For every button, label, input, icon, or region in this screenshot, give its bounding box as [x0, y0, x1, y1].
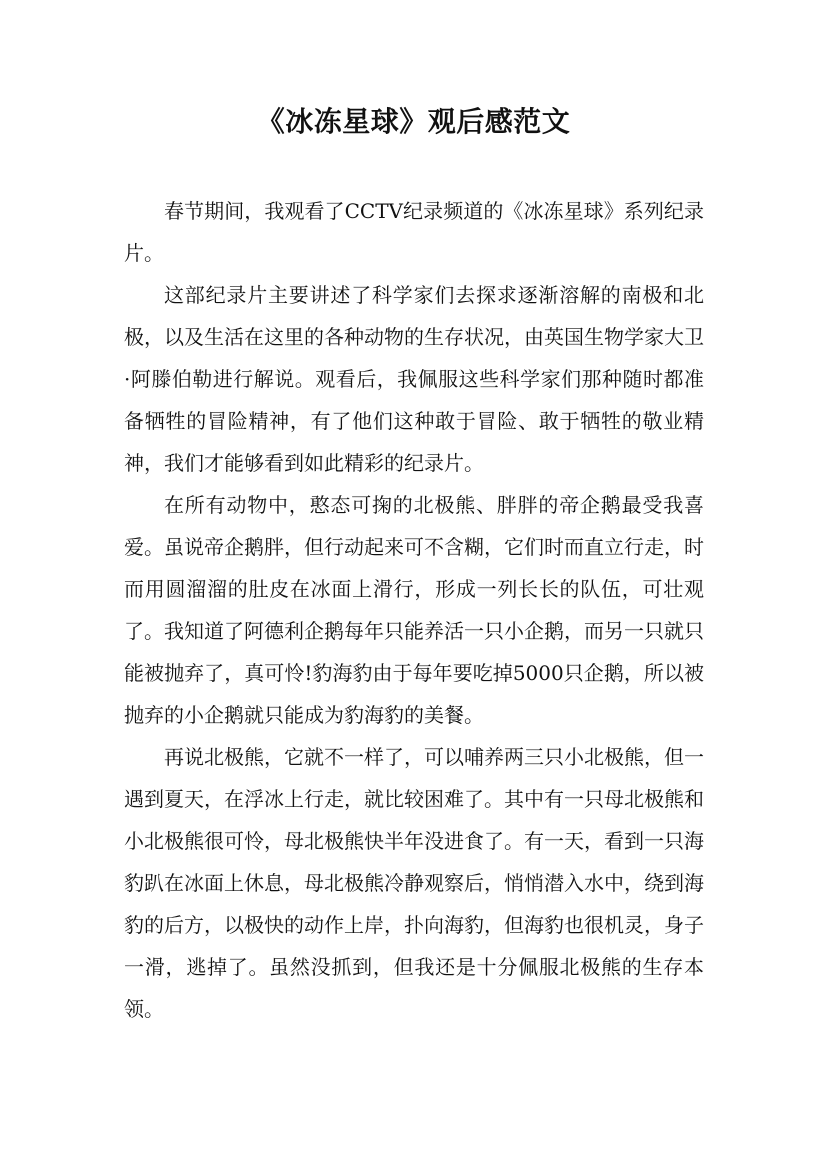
paragraph: 春节期间，我观看了CCTV纪录频道的《冰冻星球》系列纪录片。 [124, 199, 704, 265]
paragraph: 这部纪录片主要讲述了科学家们去探求逐渐溶解的南极和北极，以及生活在这里的各种动物的生存状况，由英国生物学家大卫·阿滕伯勒进行解说。观看后，我佩服这些科学家们那种随时都准备牺牲的冒险精神，有了他们这种敢于冒险、敢于牺牲的敬业精神，我们才能够看到如此精彩的纪录片。 [124, 283, 704, 475]
page-title: 《冰冻星球》观后感范文 [256, 105, 571, 138]
paragraph: 在所有动物中，憨态可掬的北极熊、胖胖的帝企鹅最受我喜爱。虽说帝企鹅胖，但行动起来可不含糊，它们时而直立行走，时而用圆溜溜的肚皮在冰面上滑行，形成一列长长的队伍，可壮观了。我知道了阿德利企鹅每年只能养活一只小企鹅，而另一只就只能被抛弃了，真可怜!豹海豹由于每年要吃掉5000只企鹅，所以被抛弃的小企鹅就只能成为豹海豹的美餐。 [124, 493, 704, 727]
document-body [124, 190, 704, 1030]
paragraph: 再说北极熊，它就不一样了，可以哺养两三只小北极熊，但一遇到夏天，在浮冰上行走，就比较困难了。其中有一只母北极熊和小北极熊很可怜，母北极熊快半年没进食了。有一天，看到一只海豹趴在冰面上休息，母北极熊冷静观察后，悄悄潜入水中，绕到海豹的后方，以极快的动作上岸，扑向海豹，但海豹也很机灵，身子一滑，逃掉了。虽然没抓到，但我还是十分佩服北极熊的生存本领。 [124, 745, 704, 1021]
